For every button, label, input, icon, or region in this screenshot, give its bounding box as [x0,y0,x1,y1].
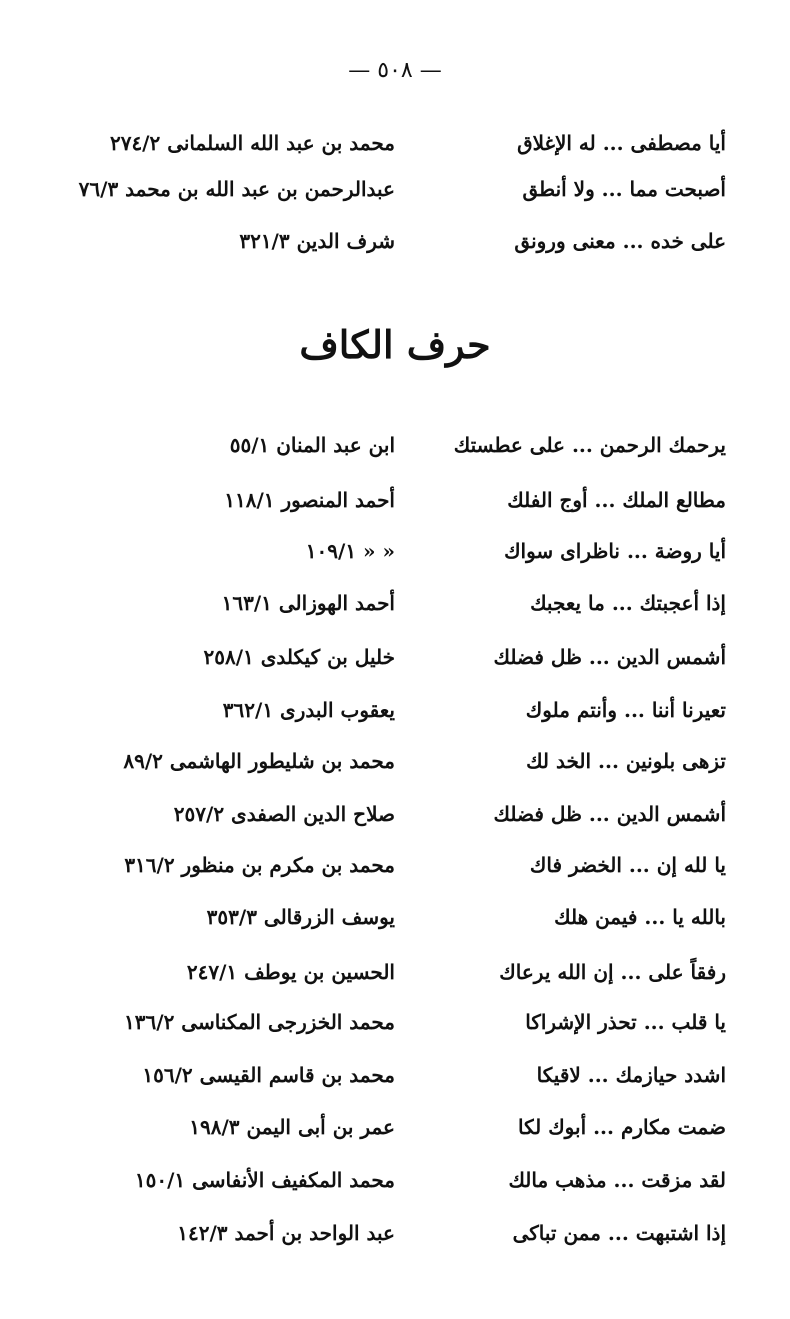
index-entry [0,425,790,465]
index-entry [0,1213,790,1253]
verse-incipit: رفقاً على ... إن الله يرعاك [499,960,726,984]
index-entry [0,741,790,781]
poet-reference: يوسف الزرقالى ٣٥٣/٣ [206,905,395,929]
poet-reference: خليل بن كيكلدى ٢٥٨/١ [203,645,395,669]
poet-reference: أحمد المنصور ١١٨/١ [224,488,395,512]
index-entry [0,583,790,623]
verse-incipit: اشدد حيازمك ... لاقيكا [536,1063,726,1087]
index-entry [0,897,790,937]
poet-reference: عمر بن أبى اليمن ١٩٨/٣ [189,1115,395,1139]
verse-incipit: على خده ... معنى ورونق [514,229,726,253]
poet-reference: محمد الخزرجى المكناسى ١٣٦/٢ [124,1010,395,1034]
verse-incipit: يا لله إن ... الخضر فاك [529,853,726,877]
index-entry [0,845,790,885]
index-entry [0,480,790,520]
poet-reference: محمد بن قاسم القيسى ١٥٦/٢ [142,1063,395,1087]
poet-reference: « « ١٠٩/١ [305,539,395,563]
verse-incipit: أصبحت مما ... ولا أنطق [522,177,726,201]
index-entry [0,169,790,209]
index-entry [0,690,790,730]
poet-reference: يعقوب البدرى ٣٦٢/١ [222,698,395,722]
index-entry [0,1002,790,1042]
poet-reference: محمد المكفيف الأنفاسى ١٥٠/١ [134,1168,395,1192]
index-entry [0,221,790,261]
verse-incipit: لقد مزقت ... مذهب مالك [508,1168,726,1192]
index-entry [0,1107,790,1147]
index-entry [0,531,790,571]
verse-incipit: تعيرنا أننا ... وأنتم ملوك [525,698,726,722]
verse-incipit: ضمت مكارم ... أبوك لكا [518,1115,726,1139]
poet-reference: صلاح الدين الصفدى ٢٥٧/٢ [173,802,395,826]
verse-incipit: أيا مصطفى ... له الإغلاق [517,131,726,155]
index-entry [0,952,790,992]
index-entry [0,637,790,677]
poet-reference: محمد بن شليطور الهاشمى ٨٩/٢ [123,749,395,773]
poet-reference: الحسين بن يوطف ٢٤٧/١ [186,960,395,984]
verse-incipit: إذا اشتبهت ... ممن تباكى [512,1221,726,1245]
verse-incipit: إذا أعجبتك ... ما يعجبك [530,591,726,615]
verse-incipit: أيا روضة ... ناظراى سواك [504,539,726,563]
poet-reference: شرف الدين ٣٢١/٣ [239,229,395,253]
verse-incipit: يا قلب ... تحذر الإشراكا [525,1010,726,1034]
poet-reference: عبد الواحد بن أحمد ١٤٢/٣ [177,1221,395,1245]
verse-incipit: بالله يا ... فيمن هلك [554,905,726,929]
poet-reference: أحمد الهوزالى ١٦٣/١ [221,591,395,615]
index-entry [0,1055,790,1095]
poet-reference: ابن عبد المنان ٥٥/١ [229,433,395,457]
index-entry [0,123,790,163]
index-entry [0,1160,790,1200]
poet-reference: محمد بن مكرم بن منظور ٣١٦/٢ [124,853,395,877]
page-number: — ٥٠٨ — [348,58,442,83]
verse-incipit: أشمس الدين ... ظل فضلك [493,802,726,826]
verse-incipit: مطالع الملك ... أوج الفلك [507,488,726,512]
poet-reference: عبدالرحمن بن عبد الله بن محمد ٧٦/٣ [78,177,395,201]
verse-incipit: تزهى بلونين ... الخد لك [526,749,726,773]
section-heading: حرف الكاف [299,322,491,367]
verse-incipit: أشمس الدين ... ظل فضلك [493,645,726,669]
verse-incipit: يرحمك الرحمن ... على عطستك [453,433,726,457]
index-entry [0,794,790,834]
poet-reference: محمد بن عبد الله السلمانى ٢٧٤/٢ [109,131,395,155]
